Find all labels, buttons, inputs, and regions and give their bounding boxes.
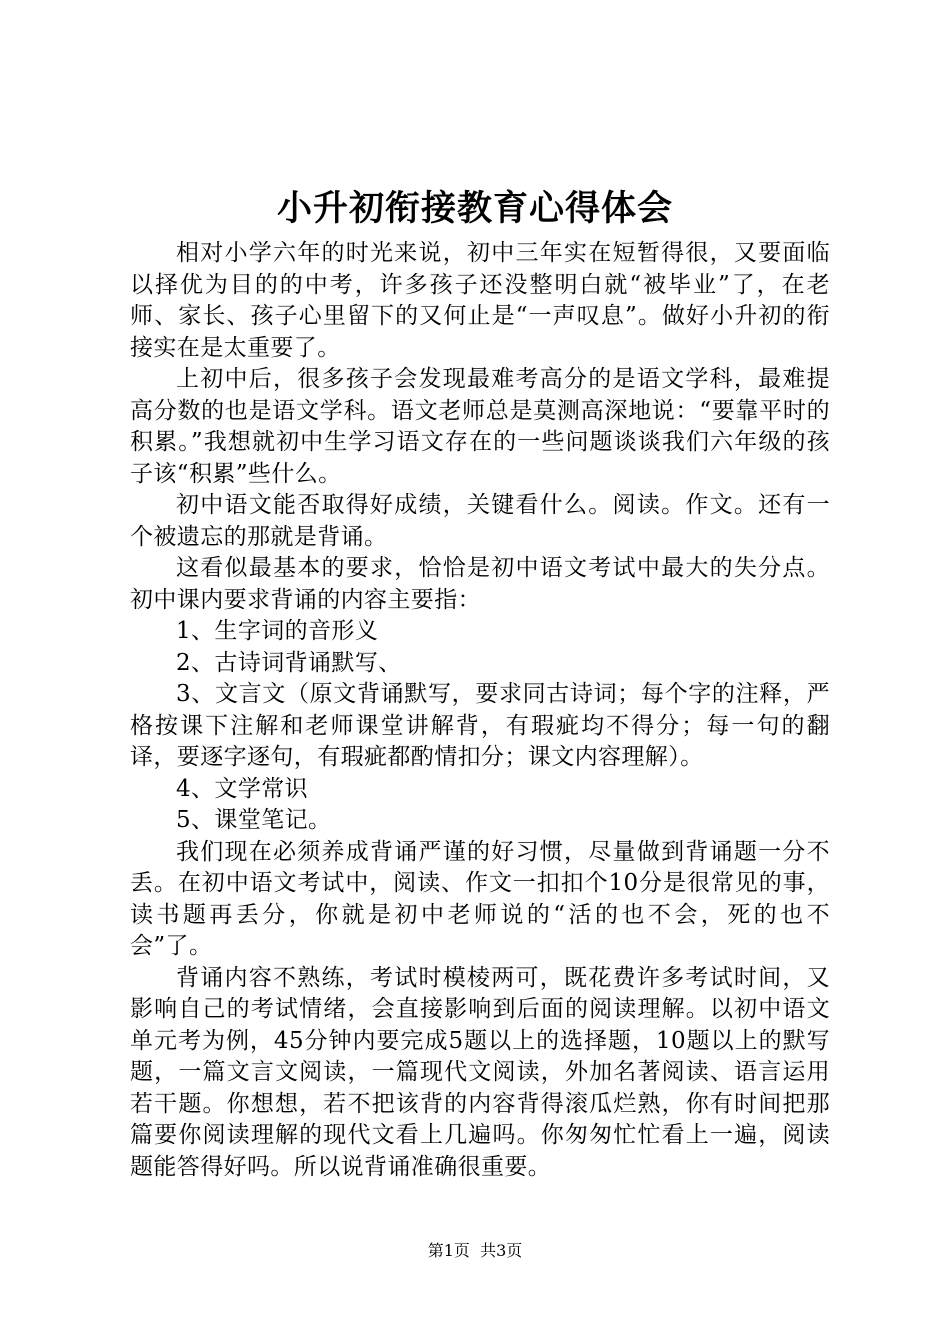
paragraph: 我们现在必须养成背诵严谨的好习惯，尽量做到背诵题一分不丢。在初中语文考试中，阅读、作文一扣扣个10分是很常见的事，读书题再丢分，你就是初中老师说的“活的也不会，死的也不会”了。 — [130, 838, 830, 959]
page-number-footer: 第1页 共3页 — [427, 1241, 523, 1260]
list-item: 2、古诗词背诵默写、 — [176, 649, 402, 676]
list-item: 1、生字词的音形义 — [176, 618, 379, 644]
list-item: 3、文言文（原文背诵默写，要求同古诗词；每个字的注释，严格按课下注解和老师课堂讲解背，有瑕疵均不得分；每一句的翻译，要逐字逐句，有瑕疵都酌情扣分；课文内容理解）。 — [130, 681, 830, 770]
list-item: 4、文学常识 — [176, 775, 309, 802]
document-title: 小升初衔接教育心得体会 — [276, 188, 673, 229]
document-body — [130, 238, 830, 1183]
paragraph: 相对小学六年的时光来说，初中三年实在短暂得很，又要面临以择优为目的的中考，许多孩子还没整明白就“被毕业”了，在老师、家长、孩子心里留下的又何止是“一声叹息”。做好小升初的衔接实在是太重要了。 — [130, 240, 830, 361]
paragraph: 背诵内容不熟练，考试时模棱两可，既花费许多考试时间，又影响自己的考试情绪，会直接影响到后面的阅读理解。以初中语文单元考为例，45分钟内要完成5题以上的选择题，10题以上的默写题，一篇文言文阅读，一篇现代文阅读，外加名著阅读、语言运用若干题。你想想，若不把该背的内容背得滚瓜烂熟，你有时间把那篇要你阅读理解的现代文看上几遍吗。你匆匆忙忙看上一遍，阅读题能答得好吗。所以说背诵准确很重要。 — [130, 964, 830, 1180]
list-item: 5、课堂笔记。 — [176, 807, 332, 833]
paragraph: 这看似最基本的要求，恰恰是初中语文考试中最大的失分点。初中课内要求背诵的内容主要指： — [130, 555, 830, 613]
paragraph: 上初中后，很多孩子会发现最难考高分的是语文学科，最难提高分数的也是语文学科。语文老师总是莫测高深地说：“要靠平时的积累。”我想就初中生学习语文存在的一些问题谈谈我们六年级的孩子该“积累”些什么。 — [130, 366, 830, 487]
paragraph: 初中语文能否取得好成绩，关键看什么。阅读。作文。还有一个被遗忘的那就是背诵。 — [130, 492, 830, 550]
